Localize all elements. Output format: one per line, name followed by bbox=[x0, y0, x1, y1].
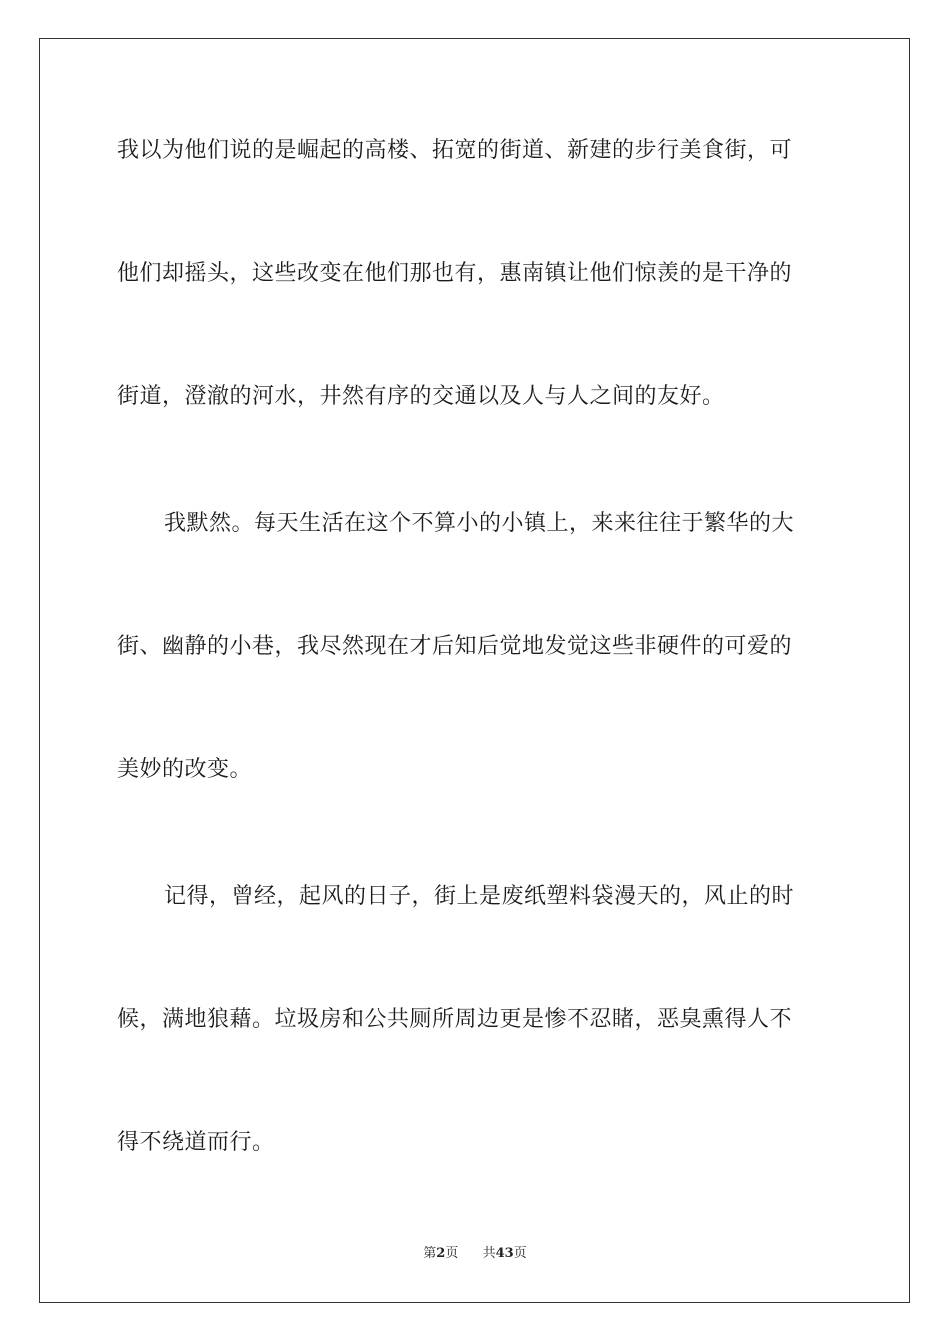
text-line: 得不绕道而行。 bbox=[117, 1130, 275, 1155]
text-line: 美妙的改变。 bbox=[117, 757, 253, 782]
page-suffix: 页 bbox=[445, 1246, 459, 1261]
page-footer bbox=[0, 1245, 950, 1263]
text-line: 街道，澄澈的河水，井然有序的交通以及人与人之间的友好。 bbox=[117, 384, 725, 409]
text-line: 他们却摇头，这些改变在他们那也有，惠南镇让他们惊羡的是干净的 bbox=[117, 261, 793, 286]
text-line: 记得，曾经，起风的日子，街上是废纸塑料袋漫天的，风止的时 bbox=[164, 884, 795, 909]
page-number: 2 bbox=[436, 1246, 446, 1261]
total-suffix: 页 bbox=[513, 1246, 527, 1261]
page-border bbox=[39, 38, 910, 1303]
total-pages: 43 bbox=[495, 1246, 514, 1261]
text-line: 我以为他们说的是崛起的高楼、拓宽的街道、新建的步行美食街，可 bbox=[117, 138, 793, 163]
text-line: 候，满地狼藉。垃圾房和公共厕所周边更是惨不忍睹，恶臭熏得人不 bbox=[117, 1007, 793, 1032]
page-number-label bbox=[423, 1245, 458, 1263]
page-prefix: 第 bbox=[423, 1246, 437, 1261]
total-prefix: 共 bbox=[482, 1246, 496, 1261]
text-line: 街、幽静的小巷，我尽然现在才后知后觉地发觉这些非硬件的可爱的 bbox=[117, 634, 793, 659]
text-line: 我默然。每天生活在这个不算小的小镇上，来来往往于繁华的大 bbox=[164, 511, 795, 536]
total-pages-label bbox=[483, 1245, 527, 1263]
